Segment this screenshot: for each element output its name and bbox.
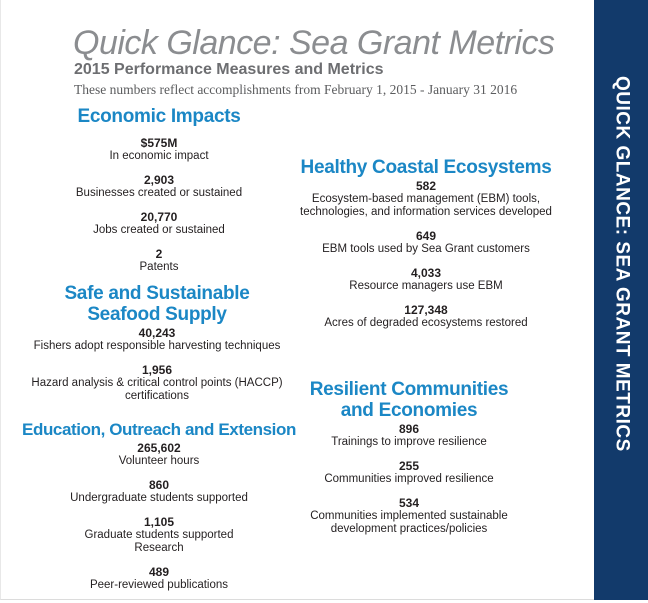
stat-resource-managers xyxy=(276,267,576,293)
side-banner-vertical-label: QUICK GLANCE: SEA GRANT METRICS xyxy=(611,76,633,452)
section-heading: Healthy Coastal Ecosystems xyxy=(300,157,552,178)
section-heading-line2: and Economies xyxy=(340,400,478,421)
stat-value: 40,243 xyxy=(138,326,176,340)
stat-value: 2,903 xyxy=(143,173,175,187)
stat-fishers xyxy=(7,327,307,353)
section-healthy-coastal-ecosystems xyxy=(276,157,576,341)
section-heading-line1: Resilient Communities xyxy=(309,379,509,400)
section-heading: Education, Outreach and Extension xyxy=(22,420,296,439)
stat-value: 2 xyxy=(155,247,163,261)
stat-value: 489 xyxy=(148,565,170,579)
page-subtitle: 2015 Performance Measures and Metrics xyxy=(74,61,384,78)
stat-value: 896 xyxy=(398,422,420,436)
stat-value: 1,956 xyxy=(141,363,173,377)
stat-value: 127,348 xyxy=(404,303,448,317)
stat-label: In economic impact xyxy=(109,150,209,162)
stat-value: 1,105 xyxy=(143,515,175,529)
section-resilient-communities xyxy=(259,379,559,547)
stat-label: Communities improved resilience xyxy=(324,473,494,485)
stat-value: 255 xyxy=(398,459,420,473)
stat-value: 20,770 xyxy=(140,210,178,224)
stat-label-line2: development practices/policies xyxy=(330,523,488,535)
stat-label: Jobs created or sustained xyxy=(93,224,225,236)
stat-communities-practices xyxy=(259,497,559,536)
stat-label: Graduate students supported xyxy=(84,529,234,541)
stat-label-line2: technologies, and information services developed xyxy=(300,206,552,218)
stat-label-line2: Research xyxy=(134,542,184,554)
stat-value: 4,033 xyxy=(410,266,442,280)
stat-jobs xyxy=(9,211,309,237)
stat-label: Volunteer hours xyxy=(118,455,200,467)
stat-value: 265,602 xyxy=(137,441,181,455)
stat-ebm-tools-developed xyxy=(276,180,576,219)
stat-value: 649 xyxy=(415,229,437,243)
section-economic-impacts xyxy=(9,106,309,285)
stat-label-line2: certifications xyxy=(125,390,189,402)
stat-label: Undergraduate students supported xyxy=(70,492,248,504)
stat-acres-restored xyxy=(276,304,576,330)
stat-value: 582 xyxy=(415,179,437,193)
stat-value: 534 xyxy=(398,496,420,510)
stat-patents xyxy=(9,248,309,274)
stat-label: Businesses created or sustained xyxy=(75,187,243,199)
stat-value: 860 xyxy=(148,478,170,492)
stat-label: Patents xyxy=(139,261,179,273)
stat-label: Hazard analysis & critical control points (HACCP) xyxy=(31,377,283,389)
section-heading: Economic Impacts xyxy=(77,106,241,127)
stat-label: Fishers adopt responsible harvesting techniques xyxy=(33,340,281,352)
side-banner xyxy=(594,0,648,600)
stat-label: Ecosystem-based management (EBM) tools, xyxy=(311,193,541,205)
stat-label: Trainings to improve resilience xyxy=(331,436,487,448)
stat-value: $575M xyxy=(140,136,178,150)
stat-label: Resource managers use EBM xyxy=(349,280,503,292)
stat-label: Acres of degraded ecosystems restored xyxy=(324,317,528,329)
stat-economic-impact xyxy=(9,137,309,163)
stat-communities-resilience xyxy=(259,460,559,486)
page-title: Quick Glance: Sea Grant Metrics xyxy=(73,24,555,62)
stat-ebm-tools-used xyxy=(276,230,576,256)
stat-businesses xyxy=(9,174,309,200)
section-heading-line2: Seafood Supply xyxy=(87,304,227,325)
stat-label: Peer-reviewed publications xyxy=(89,579,229,591)
stat-label: EBM tools used by Sea Grant customers xyxy=(322,243,530,255)
section-heading-line1: Safe and Sustainable xyxy=(64,283,250,304)
reporting-period-note: These numbers reflect accomplishments from February 1, 2015 - January 31 2016 xyxy=(74,82,518,97)
stat-trainings xyxy=(259,423,559,449)
stat-publications xyxy=(1,566,317,592)
stat-label: Communities implemented sustainable xyxy=(310,510,508,522)
